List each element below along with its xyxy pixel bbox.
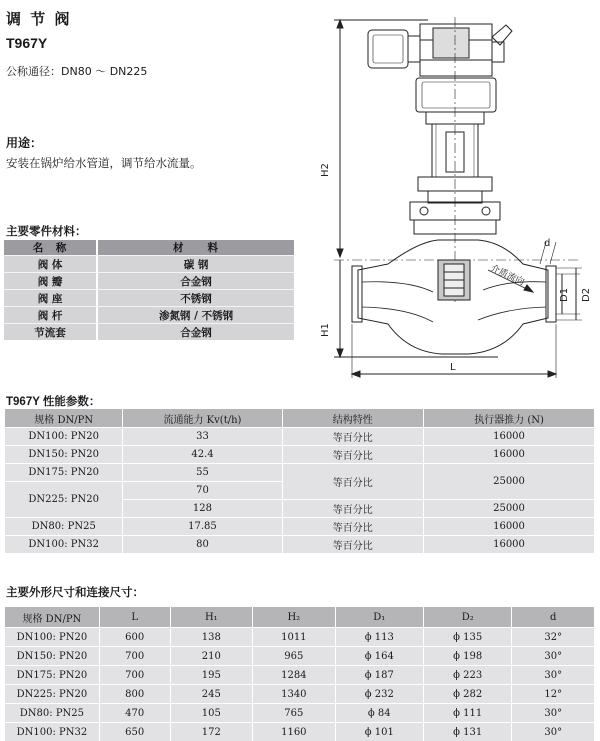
table-row [5,428,595,446]
d-value: 30° [512,647,595,666]
characteristic: 等百分比 [282,428,423,446]
h2-label: H2 [320,163,331,177]
spec: DN100: PN20 [5,428,123,446]
header-h2: H₂ [253,607,336,628]
table-row [5,685,595,704]
h1-label: H1 [320,323,331,337]
header-l: L [99,607,170,628]
characteristic: 等百分比 [282,464,423,500]
table-row [4,273,294,290]
h2-value: 1284 [253,666,336,685]
nominal-diameter: 公称通径：DN80 ～ DN225 [6,63,147,79]
table-row [4,324,294,341]
h2-value: 1011 [253,628,336,647]
characteristic: 等百分比 [282,518,423,536]
table-row [5,464,595,482]
performance-heading: T967Y 性能参数： [6,393,100,409]
spec: DN150: PN20 [5,446,123,464]
header-spec: 规格 DN/PN [5,409,123,428]
table-header-row [4,240,294,256]
spec: DN80: PN25 [5,518,123,536]
d1-value: ϕ 84 [335,704,423,723]
materials-table [4,240,294,340]
table-row [4,290,294,307]
h2-value: 1340 [253,685,336,704]
spec: DN175: PN20 [5,464,123,482]
table-row [5,666,595,685]
spec: DN175: PN20 [5,666,99,685]
l-value: 700 [99,647,170,666]
l-value: 650 [99,723,170,741]
h1-value: 105 [170,704,253,723]
l-value: 470 [99,704,170,723]
header-d: d [512,607,595,628]
table-row [5,518,595,536]
l-value: 800 [99,685,170,704]
l-label: L [450,362,456,373]
header-material: 材 料 [97,240,294,256]
model-number: T967Y [6,35,47,51]
table-header-row [5,409,595,428]
d2-value: ϕ 223 [424,666,512,685]
table-row [5,723,595,741]
l-value: 600 [99,628,170,647]
d-label: d [544,238,550,249]
dimensions-table [5,607,595,741]
d-value: 30° [512,723,595,741]
characteristic: 等百分比 [282,446,423,464]
materials-heading: 主要零件材料： [6,223,87,239]
thrust: 16000 [424,536,595,554]
kv: 128 [123,500,282,518]
part-name: 阀 体 [4,256,97,273]
table-row [5,704,595,723]
part-name: 阀 座 [4,290,97,307]
header-d1: D₁ [335,607,423,628]
d2-label: D2 [581,288,592,302]
part-name: 阀 瓣 [4,273,97,290]
d2-value: ϕ 131 [424,723,512,741]
thrust: 25000 [424,464,595,500]
header-d2: D₂ [424,607,512,628]
thrust: 16000 [424,518,595,536]
d1-label: D1 [559,288,570,302]
spec: DN150: PN20 [5,647,99,666]
d2-value: ϕ 111 [424,704,512,723]
d-value: 12° [512,685,595,704]
part-material: 渗氮钢 / 不锈钢 [97,307,294,324]
h2-value: 965 [253,647,336,666]
d1-value: ϕ 187 [335,666,423,685]
l-value: 700 [99,666,170,685]
page-title: 调 节 阀 [6,8,71,29]
valve-drawing [318,2,598,387]
kv: 42.4 [123,446,282,464]
d2-value: ϕ 135 [424,628,512,647]
spec: DN225: PN20 [5,685,99,704]
kv: 55 [123,464,282,482]
spec: DN225: PN20 [5,482,123,518]
table-row [4,307,294,324]
header-characteristic: 结构特性 [282,409,423,428]
h1-value: 245 [170,685,253,704]
d2-value: ϕ 282 [424,685,512,704]
d-value: 30° [512,666,595,685]
header-thrust: 执行器推力 (N) [424,409,595,428]
part-name: 节流套 [4,324,97,341]
table-row [4,256,294,273]
kv: 17.85 [123,518,282,536]
thrust: 16000 [424,428,595,446]
table-row [5,536,595,554]
h2-value: 765 [253,704,336,723]
table-row [5,446,595,464]
flow-direction-label: 介质流向 [489,262,527,288]
part-name: 阀 杆 [4,307,97,324]
d1-value: ϕ 101 [335,723,423,741]
spec: DN100: PN20 [5,628,99,647]
h1-value: 138 [170,628,253,647]
d-value: 32° [512,628,595,647]
kv: 70 [123,482,282,500]
spec: DN100: PN32 [5,536,123,554]
spec: DN100: PN32 [5,723,99,741]
header-kv: 流通能力 Kv(t/h) [123,409,282,428]
h1-value: 195 [170,666,253,685]
usage-heading: 用途： [6,134,42,151]
d1-value: ϕ 164 [335,647,423,666]
kv: 80 [123,536,282,554]
d1-value: ϕ 232 [335,685,423,704]
thrust: 25000 [424,500,595,518]
header-h1: H₁ [170,607,253,628]
usage-text: 安装在锅炉给水管道，调节给水流量。 [6,155,202,171]
part-material: 合金钢 [97,324,294,341]
header-spec: 规格 DN/PN [5,607,99,628]
part-material: 碳 钢 [97,256,294,273]
table-header-row [5,607,595,628]
thrust: 16000 [424,446,595,464]
h1-value: 210 [170,647,253,666]
table-row [5,628,595,647]
part-material: 不锈钢 [97,290,294,307]
dimensions-heading: 主要外形尺寸和连接尺寸： [6,584,144,600]
table-row [5,647,595,666]
d-value: 30° [512,704,595,723]
spec: DN80: PN25 [5,704,99,723]
d1-value: ϕ 113 [335,628,423,647]
part-material: 合金钢 [97,273,294,290]
d2-value: ϕ 198 [424,647,512,666]
characteristic: 等百分比 [282,500,423,518]
h1-value: 172 [170,723,253,741]
characteristic: 等百分比 [282,536,423,554]
kv: 33 [123,428,282,446]
performance-table [5,409,595,553]
h2-value: 1160 [253,723,336,741]
header-name: 名 称 [4,240,97,256]
